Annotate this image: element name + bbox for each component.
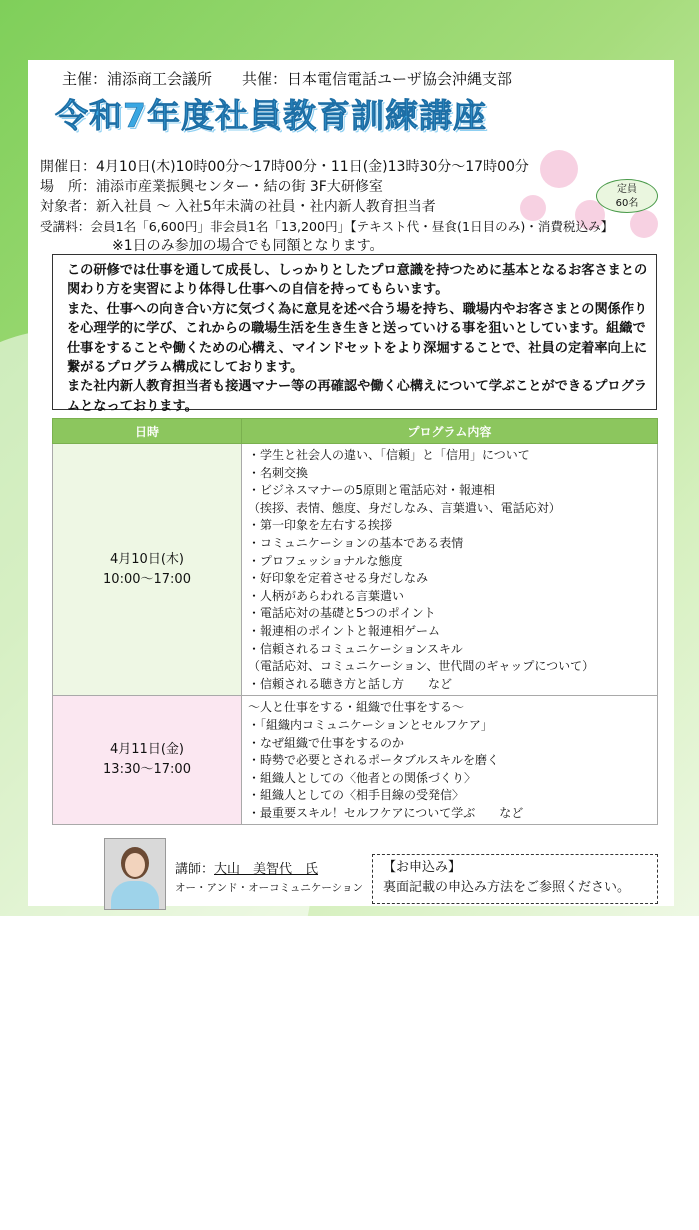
intro-box (52, 254, 657, 414)
header-datetime: 日時 (53, 419, 242, 444)
day1-datetime (53, 444, 242, 696)
list-item: ・信頼されるコミュニケーションスキル (248, 641, 463, 656)
event-fee-note: ※1日のみ参加の場合でも同額となります。 (112, 238, 384, 254)
list-item: ・学生と社会人の違い、「信頼」と「信用」について (248, 448, 530, 462)
list-item: ・なぜ組織で仕事をするのか (248, 735, 405, 750)
event-date: 開催日：4月10日(木)10時00分～17時00分・11日(金)13時30分～17時00分 (40, 159, 529, 175)
list-item: ・名刺交換 (248, 465, 309, 480)
list-item: ・コミュニケーションの基本である表情 (248, 535, 464, 550)
sakura-decoration (540, 150, 578, 188)
list-item: ・プロフェッショナルな態度 (248, 553, 403, 568)
lecturer-photo (104, 838, 166, 910)
list-item: ・電話応対の基礎と5つのポイント (248, 606, 436, 621)
lecturer-label: 講師： (175, 862, 215, 877)
list-item: ・組織人としての〈他者との関係づくり〉 (248, 770, 477, 785)
list-item: ・最重要スキル！セルフケアについて学ぶ など (248, 805, 524, 820)
day1-time: 10:00～17:00 (103, 571, 191, 587)
program-row-day2 (53, 696, 658, 825)
intro-paragraph: また、仕事への向き合い方に気づく為に意見を述べ合う場を持ち、職場内やお客さまとの関係作りを心理学的に学び、これからの職場生活を生き生きと送っていける事を狙いとしています。組織で仕事をすることや働くための心構え、マインドセットをより深堀することで、社員の定着率向上に繋がるプログラム構成にしております。 (67, 301, 648, 376)
lecturer-organization: オー・アンド・オーコミュニケーション (175, 882, 363, 894)
capacity-label: 定員 (617, 184, 637, 195)
list-item: ・報連相のポイントと報連相ゲーム (248, 623, 441, 638)
day2-datetime (53, 696, 242, 825)
list-item: ・時勢で必要とされるポータブルスキルを磨く (248, 753, 500, 768)
lecturer-name: 大山 美智代 氏 (214, 862, 319, 877)
list-item: ・ビジネスマナーの5原則と電話応対・報連相 (248, 483, 496, 498)
list-item: （電話応対、コミュニケーション、世代間のギャップについて） (248, 659, 595, 674)
apply-box (372, 854, 658, 904)
event-fee: 受講料：会員1名「6,600円」非会員1名「13,200円」【テキスト代・昼食(1日目のみ)・消費税込み】 (40, 219, 614, 234)
program-row-day1 (53, 444, 658, 696)
page-title: 令和7年度社員教育訓練講座 (55, 96, 487, 135)
list-item: （挨拶、表情、態度、身だしなみ、言葉遣い、電話応対） (248, 500, 561, 515)
lecturer-line (175, 858, 318, 877)
capacity-badge (596, 179, 658, 213)
day1-items (242, 444, 658, 696)
photo-face (125, 853, 145, 877)
list-item: ・人柄があらわれる言葉遣い (248, 588, 405, 603)
apply-title: 【お申込み】 (383, 860, 462, 875)
day1-date: 4月10日(木) (110, 551, 184, 567)
list-item: ～人と仕事をする・組織で仕事をする～ (248, 700, 465, 715)
list-item: ・第一印象を左右する挨拶 (248, 518, 393, 533)
sakura-decoration (630, 210, 658, 238)
photo-body (111, 881, 159, 910)
list-item: ・好印象を定着させる身だしなみ (248, 571, 429, 586)
capacity-value: 60名 (615, 198, 639, 209)
list-item: ・「組織内コミュニケーションとセルフケア」 (248, 717, 493, 732)
program-table-header (53, 419, 658, 444)
intro-paragraph: また社内新人教育担当者も接遇マナー等の再確認や働く心構えについて学ぶことができるプログラムとなっております。 (67, 379, 647, 414)
program-table (52, 418, 658, 825)
day2-time: 13:30～17:00 (103, 762, 191, 778)
list-item: ・信頼される聴き方と話し方 など (248, 676, 453, 691)
list-item: ・組織人としての〈相手目線の受発信〉 (248, 788, 465, 803)
sponsors-line: 主催：浦添商工会議所 共催：日本電信電話ユーザ協会沖縄支部 (62, 70, 513, 88)
event-venue: 場 所：浦添市産業振興センター・結の街 3F大研修室 (40, 179, 383, 195)
apply-text: 裏面記載の申込み方法をご参照ください。 (383, 880, 631, 895)
day2-date: 4月11日(金) (110, 742, 184, 758)
intro-paragraph: この研修では仕事を通して成長し、しっかりとしたプロ意識を持つために基本となるお客さまとの関わり方を実習により体得し仕事への自信を持ってもらいます。 (67, 263, 648, 298)
day2-items (242, 696, 658, 825)
header-content: プログラム内容 (242, 419, 658, 444)
event-target: 対象者：新入社員 ～ 入社5年未満の社員・社内新人教育担当者 (40, 199, 436, 215)
